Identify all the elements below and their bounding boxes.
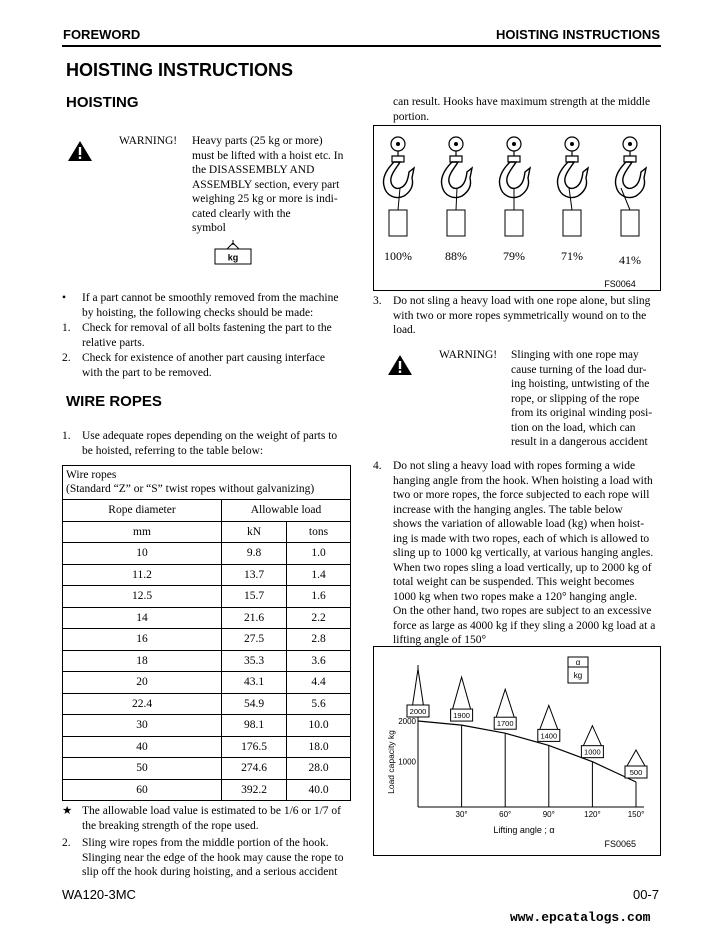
table-row	[63, 736, 351, 758]
warning-line: weighing 25 kg or more is indi-	[192, 193, 338, 205]
warning-line: ing hoisting, untwisting of the	[511, 378, 650, 390]
cell-kn: 13.7	[222, 564, 287, 586]
warning-line: symbol	[192, 222, 226, 234]
header-right: HOISTING INSTRUCTIONS	[496, 27, 660, 42]
cell-tons: 10.0	[287, 715, 351, 737]
sling-ropes	[540, 705, 558, 729]
cell-kn: 27.5	[222, 629, 287, 651]
warning-line: Heavy parts (25 kg or more)	[192, 135, 323, 147]
warning-line: cated clearly with the	[192, 207, 291, 220]
cell-kn: 15.7	[222, 586, 287, 608]
list-line: with the part to be removed.	[82, 366, 212, 379]
x-tick-label: 30°	[455, 810, 468, 819]
table-row	[63, 629, 351, 651]
table-row	[63, 543, 351, 565]
list-line: force as large as 4000 kg if they sling a 2000 kg load at a	[393, 619, 656, 632]
cell-mm: 50	[63, 758, 222, 780]
header-left: FOREWORD	[63, 27, 141, 42]
head-rope-diameter: Rope diameter	[63, 500, 222, 522]
rope-line	[621, 188, 630, 210]
list-line: slip off the hook during hoisting, and a serious accident	[82, 866, 338, 878]
list-line: total weight can be suspended. This weight becomes	[393, 576, 635, 588]
cell-mm: 20	[63, 672, 222, 694]
caption-line: (Standard “Z” or “S” twist ropes without galvanizing)	[66, 482, 315, 495]
warning-line: the DISASSEMBLY AND	[192, 164, 315, 176]
list-line: Slinging near the edge of the hook may cause the rope to	[82, 851, 344, 864]
legend-kg: kg	[573, 671, 583, 680]
sling-ropes	[583, 726, 601, 746]
warning-line: tion on the load, which can	[511, 421, 636, 434]
cell-mm: 14	[63, 607, 222, 629]
list-item-3	[373, 294, 661, 338]
warning-line: cause turning of the load dur-	[511, 363, 647, 376]
cell-mm: 12.5	[63, 586, 222, 608]
list-line: increase with the hanging angles. The table below	[393, 503, 623, 516]
list-line: Use adequate ropes depending on the weight of parts to	[82, 430, 338, 442]
bullet-item	[62, 291, 352, 320]
hook-drawing	[557, 137, 588, 263]
check-item-2	[62, 351, 352, 380]
cell-tons: 3.6	[287, 650, 351, 672]
footer-website: www.epcatalogs.com	[510, 910, 651, 925]
list-line: Do not sling a heavy load with ropes forming a wide	[393, 460, 636, 472]
percent-label: 71%	[561, 249, 583, 263]
wire-item-1	[62, 429, 352, 458]
load-box-label: 1700	[496, 719, 514, 729]
cell-kn: 176.5	[222, 736, 287, 758]
bullet-mark: •	[62, 292, 67, 304]
bullet-line: If a part cannot be smoothly removed from the machine	[82, 292, 339, 304]
list-line: When two ropes sling a load vertically, up to 2000 kg of	[393, 561, 652, 574]
hook-drawings	[374, 126, 660, 290]
hook-drawing	[615, 137, 646, 267]
cell-mm: 10	[63, 543, 222, 565]
warning-text	[511, 348, 671, 450]
warning-text	[192, 134, 362, 236]
list-line: ing is made with two ropes, each of which is allowed to	[393, 532, 650, 545]
warning-icon	[67, 140, 93, 162]
list-line: be hoisted, referring to the table below:	[82, 444, 264, 457]
cell-mm: 11.2	[63, 564, 222, 586]
hook-strength-figure	[373, 125, 661, 291]
hoisting-heading: HOISTING	[66, 94, 139, 111]
list-number: 1.	[62, 322, 71, 334]
cell-kn: 21.6	[222, 607, 287, 629]
hook-drawing	[441, 137, 472, 263]
cell-mm: 18	[63, 650, 222, 672]
cell-kn: 98.1	[222, 715, 287, 737]
load-block	[505, 210, 523, 236]
list-line: two or more ropes, the force subjected to each rope will	[393, 489, 650, 501]
cell-tons: 2.8	[287, 629, 351, 651]
figure-code: FS0064	[604, 279, 636, 289]
rope-line	[569, 188, 572, 210]
cell-tons: 28.0	[287, 758, 351, 780]
footer-page-number: 00-7	[632, 887, 659, 902]
rope-line	[398, 188, 400, 210]
table-note	[62, 804, 352, 833]
list-line: sling up to 1000 kg vertically, at various hanging angles.	[393, 547, 654, 559]
kg-weight-icon	[213, 240, 253, 266]
cell-kn: 392.2	[222, 779, 287, 801]
table-row	[63, 779, 351, 801]
warning-line: from its original winding posi-	[511, 407, 653, 419]
x-axis-label: Lifting angle ; α	[493, 825, 555, 835]
header-rule	[62, 45, 661, 47]
cell-mm: 60	[63, 779, 222, 801]
list-line: Check for removal of all bolts fastening the part to the	[82, 322, 332, 334]
list-number: 4.	[373, 460, 382, 472]
check-item-1	[62, 321, 352, 350]
percent-label: 41%	[619, 253, 641, 267]
list-line: load.	[393, 324, 416, 336]
warning-line: result in a dangerous accident	[511, 436, 648, 448]
unit-kn: kN	[222, 521, 287, 543]
percent-label: 88%	[445, 249, 467, 263]
sling-ropes	[413, 669, 424, 705]
load-box-label: 2000	[409, 707, 427, 716]
cell-tons: 40.0	[287, 779, 351, 801]
cell-mm: 22.4	[63, 693, 222, 715]
cell-kn: 43.1	[222, 672, 287, 694]
list-line: can result. Hooks have maximum strength at the middle	[393, 96, 651, 108]
list-line: hanging angle from the hook. When hoisting a load with	[393, 474, 653, 487]
note-line: the breaking strength of the rope used.	[82, 819, 259, 832]
list-line: Check for existence of another part causing interface	[82, 352, 325, 364]
y-axis-label: Load capacity kg	[386, 730, 396, 794]
table-row	[63, 715, 351, 737]
percent-label: 100%	[384, 249, 412, 263]
list-line: with two or more ropes symmetrically wound on to the	[393, 309, 647, 322]
cell-mm: 30	[63, 715, 222, 737]
list-line: shows the variation of allowable load (kg) when hoist-	[393, 518, 645, 530]
warning-label: WARNING!	[439, 349, 498, 361]
x-tick-label: 90°	[542, 810, 555, 819]
hook-drawing	[383, 137, 414, 263]
legend-alpha: α	[575, 658, 581, 667]
load-block	[621, 210, 639, 236]
cell-tons: 4.4	[287, 672, 351, 694]
warning-line: ASSEMBLY section, every part	[192, 178, 340, 191]
cell-mm: 16	[63, 629, 222, 651]
hook-drawing	[499, 137, 530, 263]
cell-tons: 5.6	[287, 693, 351, 715]
cell-kn: 54.9	[222, 693, 287, 715]
list-line: Sling wire ropes from the middle portion of the hook.	[82, 837, 329, 849]
x-tick-label: 60°	[499, 810, 512, 819]
list-line: On the other hand, two ropes are subject to an excessive	[393, 605, 652, 617]
cell-tons: 1.0	[287, 543, 351, 565]
kg-symbol-text: kg	[227, 252, 239, 263]
warning-line: rope, or slipping of the rope	[511, 392, 640, 405]
bullet-line: by hoisting, the following checks should be made:	[82, 306, 314, 319]
rope-line	[456, 188, 457, 210]
list-number: 2.	[62, 837, 71, 849]
list-line: relative parts.	[82, 336, 145, 349]
unit-tons: tons	[287, 521, 351, 543]
y-tick-label: 2000	[398, 717, 416, 726]
cell-kn: 35.3	[222, 650, 287, 672]
lifting-angle-figure	[373, 646, 661, 856]
warning-line: Slinging with one rope may	[511, 349, 639, 361]
list-number: 1.	[62, 430, 71, 442]
star-icon: ★	[62, 805, 73, 817]
cell-mm: 40	[63, 736, 222, 758]
list-number: 2.	[62, 352, 71, 364]
lifting-angle-chart	[374, 647, 660, 855]
list-line: 1000 kg when two ropes make a 120° hanging angle.	[393, 590, 638, 603]
table-row	[63, 607, 351, 629]
load-box-label: 500	[629, 768, 643, 777]
percent-label: 79%	[503, 249, 525, 263]
unit-mm: mm	[63, 521, 222, 543]
table-row	[63, 693, 351, 715]
warning-label: WARNING!	[119, 135, 178, 147]
page-title: HOISTING INSTRUCTIONS	[66, 60, 294, 80]
cell-tons: 2.2	[287, 607, 351, 629]
list-line: Do not sling a heavy load with one rope alone, but sling	[393, 295, 651, 307]
cell-tons: 18.0	[287, 736, 351, 758]
cell-tons: 1.4	[287, 564, 351, 586]
load-box-label: 1400	[540, 731, 558, 741]
y-tick-label: 1000	[398, 757, 416, 767]
x-tick-label: 120°	[584, 810, 601, 819]
caption-line: Wire ropes	[66, 469, 117, 481]
wire-rope-table	[62, 465, 351, 801]
table-row	[63, 758, 351, 780]
table-caption	[63, 466, 351, 500]
x-tick-label: 150°	[627, 810, 645, 819]
list-line: portion.	[393, 110, 430, 123]
sling-ropes	[453, 677, 471, 709]
load-box-label: 1000	[584, 747, 601, 757]
wire-item-2-continued	[393, 95, 661, 124]
head-allowable-load: Allowable load	[222, 500, 351, 522]
load-box-label: 1900	[453, 711, 470, 721]
table-row	[63, 564, 351, 586]
cell-kn: 9.8	[222, 543, 287, 565]
table-row	[63, 650, 351, 672]
list-item-4	[373, 459, 661, 648]
sling-ropes	[496, 689, 514, 717]
list-number: 3.	[373, 295, 382, 307]
footer-model: WA120-3MC	[62, 887, 136, 902]
list-line: lifting angle of 150°	[393, 634, 487, 646]
table-row	[63, 672, 351, 694]
warning-line: must be lifted with a hoist etc. In	[192, 149, 344, 162]
load-block	[447, 210, 465, 236]
load-block	[389, 210, 407, 236]
cell-kn: 274.6	[222, 758, 287, 780]
figure-code: FS0065	[604, 839, 636, 849]
table-row	[63, 586, 351, 608]
warning-icon	[387, 354, 413, 376]
wire-item-2	[62, 836, 352, 880]
wire-ropes-heading: WIRE ROPES	[66, 393, 162, 410]
sling-ropes	[627, 750, 645, 766]
note-line: The allowable load value is estimated to be 1/6 or 1/7 of	[82, 805, 341, 817]
cell-tons: 1.6	[287, 586, 351, 608]
load-block	[563, 210, 581, 236]
